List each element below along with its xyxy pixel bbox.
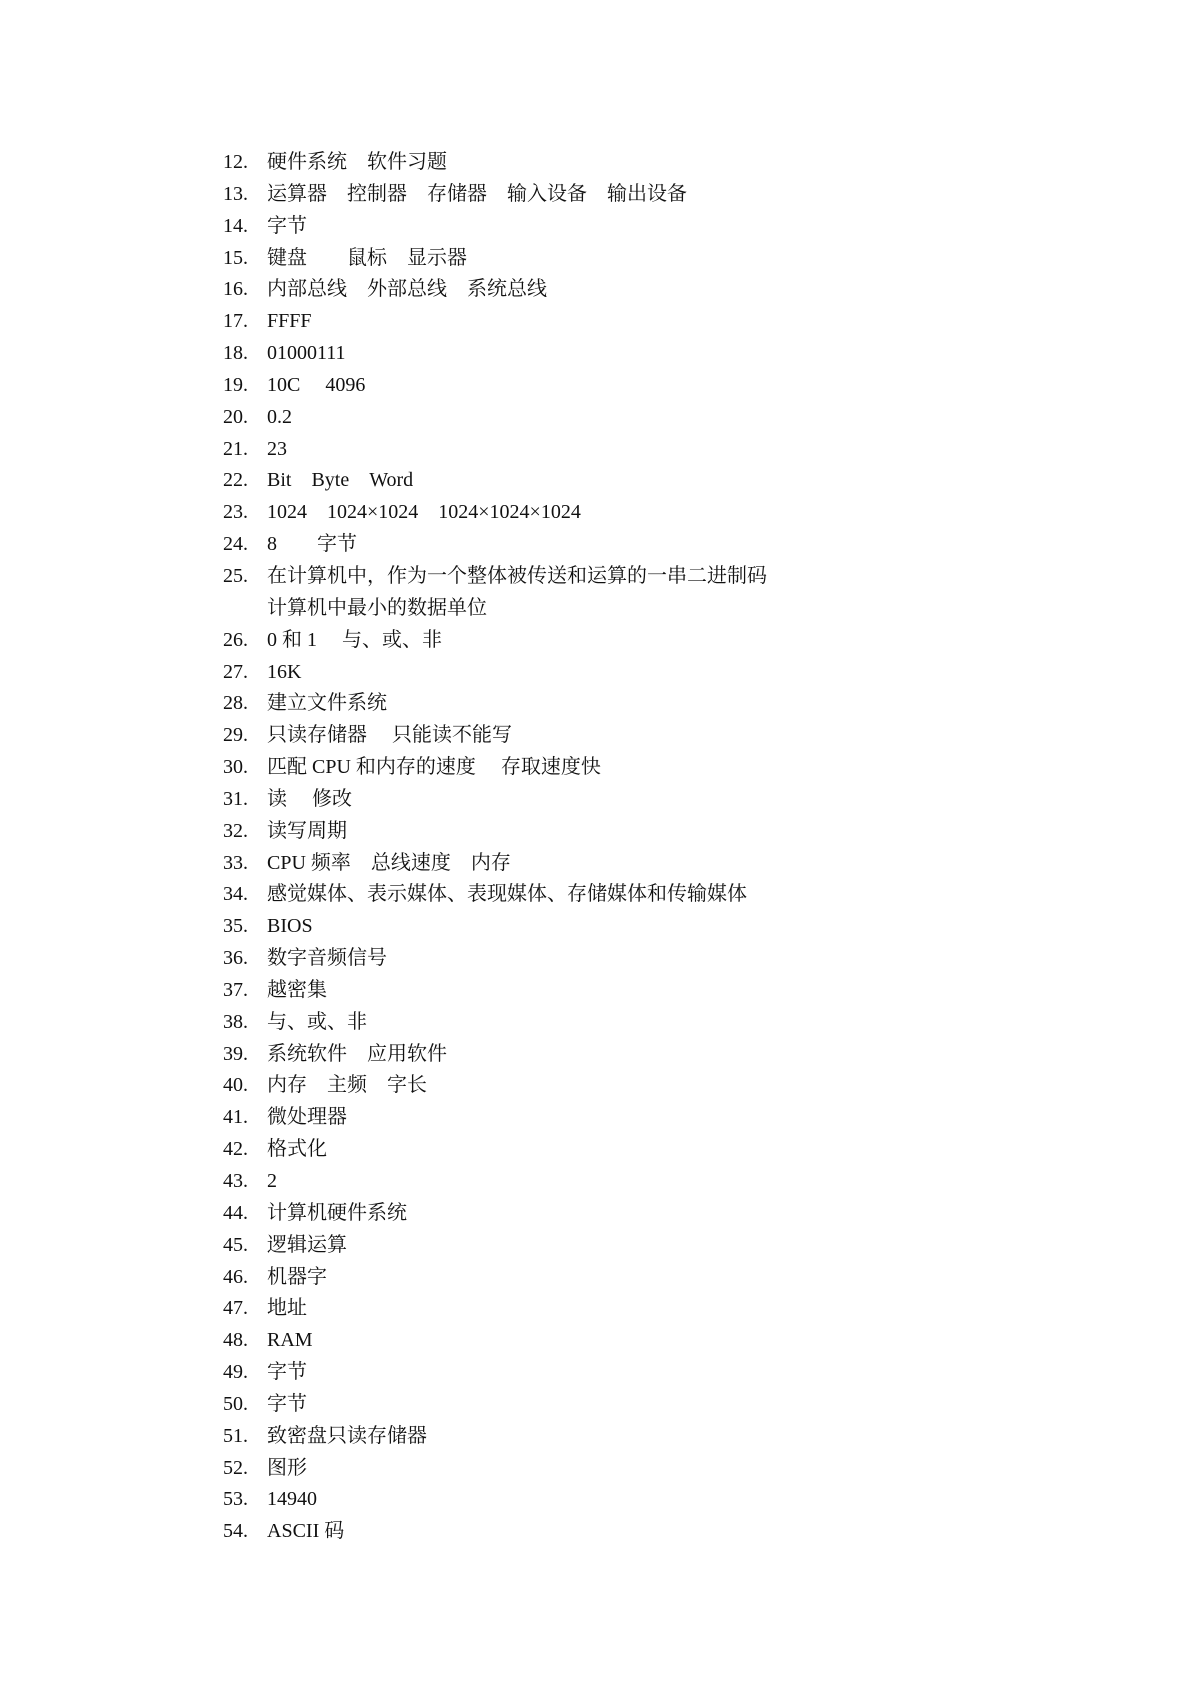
answer-text — [267, 1484, 317, 1516]
answer-text — [267, 1453, 307, 1485]
answer-number: 51. — [223, 1424, 248, 1447]
answer-line: 与、或、非 — [267, 1010, 367, 1033]
answer-number: 49. — [223, 1361, 248, 1384]
answer-line: 在计算机中，作为一个整体被传送和运算的一串二进制码 — [267, 564, 767, 587]
answer-text — [267, 434, 287, 466]
answer-text — [267, 1516, 344, 1548]
answer-text — [267, 497, 581, 529]
answer-item — [223, 1166, 1043, 1198]
answer-item — [223, 1516, 1043, 1548]
answer-text — [267, 561, 767, 625]
answer-number: 26. — [223, 628, 248, 651]
answer-line: 运算器 控制器 存储器 输入设备 输出设备 — [267, 182, 687, 205]
answer-number: 47. — [223, 1297, 248, 1320]
answer-item — [223, 1134, 1043, 1166]
answer-item — [223, 816, 1043, 848]
answer-item — [223, 1007, 1043, 1039]
answer-text — [267, 1166, 277, 1198]
answer-item — [223, 657, 1043, 689]
answer-text — [267, 1198, 407, 1230]
answer-item — [223, 561, 1043, 625]
answer-line: 计算机中最小的数据单位 — [267, 596, 487, 619]
answer-text — [267, 1230, 347, 1262]
answer-number: 34. — [223, 883, 248, 906]
answer-line: 内部总线 外部总线 系统总线 — [267, 278, 547, 301]
answer-item — [223, 147, 1043, 179]
answer-number: 42. — [223, 1138, 248, 1161]
answer-item — [223, 1357, 1043, 1389]
answer-number: 14. — [223, 214, 248, 237]
answer-text — [267, 688, 387, 720]
answer-text — [267, 943, 387, 975]
answer-text — [267, 243, 467, 275]
answer-text — [267, 370, 365, 402]
answer-item — [223, 1102, 1043, 1134]
answer-item — [223, 243, 1043, 275]
answer-number: 21. — [223, 437, 248, 460]
answer-number: 16. — [223, 278, 248, 301]
answer-item — [223, 306, 1043, 338]
answer-number: 29. — [223, 724, 248, 747]
answer-line: 0.2 — [267, 405, 292, 428]
answer-line: 致密盘只读存储器 — [267, 1424, 427, 1447]
answer-item — [223, 1262, 1043, 1294]
answer-number: 46. — [223, 1265, 248, 1288]
answer-item — [223, 1070, 1043, 1102]
answer-number: 20. — [223, 405, 248, 428]
answer-line: 1024 1024×1024 1024×1024×1024 — [267, 501, 581, 524]
answer-text — [267, 338, 346, 370]
answer-line: 2 — [267, 1170, 277, 1192]
answer-text — [267, 848, 511, 880]
answer-line: 微处理器 — [267, 1106, 347, 1129]
answer-number: 31. — [223, 787, 248, 810]
answer-item — [223, 465, 1043, 497]
answer-item — [223, 1039, 1043, 1071]
answer-number: 45. — [223, 1233, 248, 1256]
answer-item — [223, 179, 1043, 211]
answer-line: 感觉媒体、表示媒体、表现媒体、存储媒体和传输媒体 — [267, 883, 747, 906]
answer-line: 键盘 鼠标 显示器 — [267, 246, 467, 269]
answer-line: 匹配 CPU 和内存的速度 存取速度快 — [267, 756, 601, 779]
answer-number: 36. — [223, 947, 248, 970]
answer-line: 内存 主频 字长 — [267, 1074, 427, 1097]
answer-number: 50. — [223, 1392, 248, 1415]
answer-line: 硬件系统 软件习题 — [267, 151, 447, 173]
answer-line: 16K — [267, 660, 302, 683]
answer-text — [267, 274, 547, 306]
answer-line: 23 — [267, 437, 287, 460]
answer-line: 越密集 — [267, 978, 327, 1001]
answer-line: 字节 — [267, 214, 307, 237]
answer-line: 地址 — [267, 1297, 307, 1320]
answer-line: RAM — [267, 1329, 313, 1352]
answer-number: 12. — [223, 151, 248, 173]
answer-line: 图形 — [267, 1456, 307, 1479]
answer-item — [223, 1453, 1043, 1485]
answer-line: FFFF — [267, 310, 312, 333]
answer-number: 54. — [223, 1520, 248, 1543]
answer-line: 只读存储器 只能读不能写 — [267, 724, 512, 747]
answer-number: 53. — [223, 1488, 248, 1511]
answer-number: 28. — [223, 692, 248, 715]
answer-item — [223, 879, 1043, 911]
answer-list — [223, 147, 1043, 1548]
answer-item — [223, 1230, 1043, 1262]
answer-line: 建立文件系统 — [267, 692, 387, 715]
answer-number: 27. — [223, 660, 248, 683]
answer-number: 30. — [223, 756, 248, 779]
answer-line: 计算机硬件系统 — [267, 1201, 407, 1224]
answer-line: 10C 4096 — [267, 373, 366, 396]
answer-text — [267, 1039, 447, 1071]
answer-number: 38. — [223, 1010, 248, 1033]
answer-text — [267, 625, 442, 657]
answer-number: 35. — [223, 915, 248, 938]
answer-item — [223, 529, 1043, 561]
answer-item — [223, 688, 1043, 720]
answer-item — [223, 625, 1043, 657]
answer-item — [223, 370, 1043, 402]
answer-item — [223, 402, 1043, 434]
answer-item — [223, 497, 1043, 529]
answer-text — [267, 1262, 327, 1294]
answer-item — [223, 943, 1043, 975]
answer-text — [267, 1102, 347, 1134]
answer-text — [267, 465, 413, 497]
answer-number: 41. — [223, 1106, 248, 1129]
answer-line: CPU 频率 总线速度 内存 — [267, 851, 511, 874]
answer-text — [267, 211, 307, 243]
answer-line: Bit Byte Word — [267, 469, 414, 492]
answer-number: 44. — [223, 1201, 248, 1224]
answer-item — [223, 1198, 1043, 1230]
answer-item — [223, 975, 1043, 1007]
answer-line: 14940 — [267, 1488, 317, 1511]
answer-number: 39. — [223, 1042, 248, 1065]
answer-line: 读 修改 — [267, 787, 352, 810]
answer-text — [267, 975, 327, 1007]
answer-line: BIOS — [267, 915, 313, 938]
answer-item — [223, 1389, 1043, 1421]
answer-line: 01000111 — [267, 342, 346, 365]
answer-item — [223, 274, 1043, 306]
answer-text — [267, 911, 313, 943]
answer-item — [223, 338, 1043, 370]
answer-item — [223, 848, 1043, 880]
answer-text — [267, 1389, 307, 1421]
answer-text — [267, 147, 447, 179]
answer-item — [223, 1325, 1043, 1357]
answer-text — [267, 1357, 307, 1389]
answer-line: 字节 — [267, 1361, 307, 1384]
answer-number: 18. — [223, 342, 248, 365]
answer-number: 15. — [223, 246, 248, 269]
answer-item — [223, 1484, 1043, 1516]
answer-item — [223, 784, 1043, 816]
answer-number: 43. — [223, 1170, 248, 1192]
answer-line: 逻辑运算 — [267, 1233, 347, 1256]
answer-line: 读写周期 — [267, 819, 347, 842]
answer-item — [223, 752, 1043, 784]
answer-line: 8 字节 — [267, 533, 357, 556]
answer-number: 52. — [223, 1456, 248, 1479]
answer-number: 40. — [223, 1074, 248, 1097]
answer-item — [223, 911, 1043, 943]
answer-line: 机器字 — [267, 1265, 327, 1288]
answer-text — [267, 1007, 367, 1039]
answer-text — [267, 720, 512, 752]
answer-line: 格式化 — [267, 1138, 327, 1161]
answer-number: 23. — [223, 501, 248, 524]
answer-number: 17. — [223, 310, 248, 333]
answer-text — [267, 529, 357, 561]
answer-text — [267, 179, 687, 211]
answer-number: 37. — [223, 978, 248, 1001]
answer-number: 32. — [223, 819, 248, 842]
answer-text — [267, 1070, 427, 1102]
answer-item — [223, 211, 1043, 243]
answer-number: 48. — [223, 1329, 248, 1352]
answer-text — [267, 1293, 307, 1325]
answer-text — [267, 1325, 313, 1357]
answer-text — [267, 752, 601, 784]
answer-text — [267, 402, 292, 434]
answer-text — [267, 1421, 427, 1453]
answer-item — [223, 720, 1043, 752]
answer-number: 33. — [223, 851, 248, 874]
answer-number: 13. — [223, 182, 248, 205]
answer-number: 22. — [223, 469, 248, 492]
answer-number: 24. — [223, 533, 248, 556]
answer-line: 数字音频信号 — [267, 947, 387, 970]
answer-item — [223, 1421, 1043, 1453]
answer-text — [267, 879, 747, 911]
answer-line: 字节 — [267, 1392, 307, 1415]
answer-line: 0 和 1 与、或、非 — [267, 628, 442, 651]
answer-text — [267, 657, 301, 689]
answer-text — [267, 306, 312, 338]
answer-item — [223, 434, 1043, 466]
answer-text — [267, 784, 352, 816]
answer-text — [267, 816, 347, 848]
answer-item — [223, 1293, 1043, 1325]
answer-text — [267, 1134, 327, 1166]
answer-number: 25. — [223, 564, 248, 587]
answer-line: 系统软件 应用软件 — [267, 1042, 447, 1065]
answer-line: ASCII 码 — [267, 1520, 345, 1543]
answer-number: 19. — [223, 373, 248, 396]
